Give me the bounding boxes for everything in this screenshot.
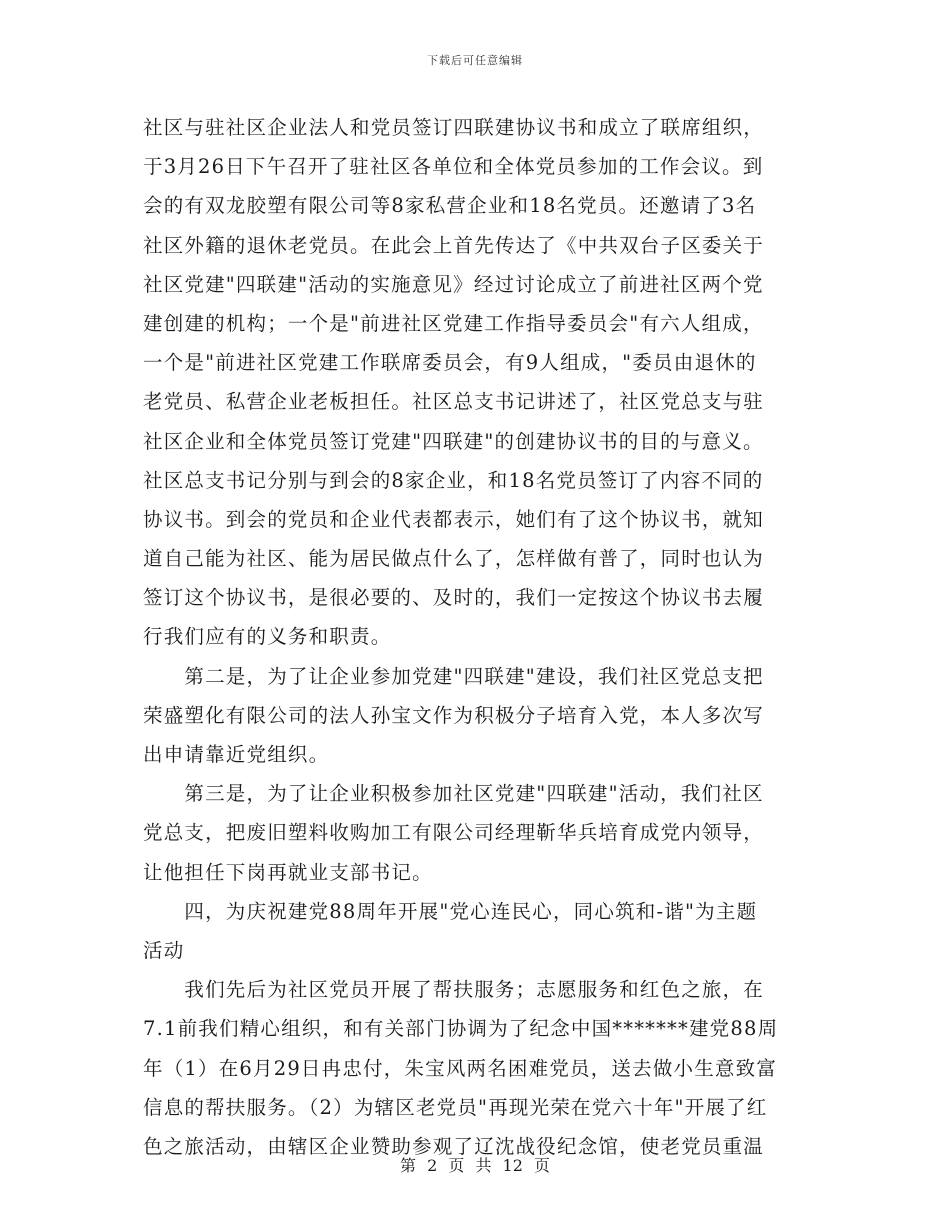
body-line: 活动	[143, 938, 185, 962]
body-line: 7.1前我们精心组织，和有关部门协调为了纪念中国*******建党88周	[143, 1017, 779, 1041]
body-line: 色之旅活动，由辖区企业赞助参观了辽沈战役纪念馆，使老党员重温	[143, 1134, 765, 1158]
body-line: 签订这个协议书，是很必要的、及时的，我们一定按这个协议书去履	[143, 586, 765, 610]
body-line: 老党员、私营企业老板担任。社区总支书记讲述了，社区党总支与驻	[143, 390, 765, 414]
body-line: 第二是，为了让企业参加党建"四联建"建设，我们社区党总支把	[143, 664, 764, 688]
body-line: 年（1）在6月29日冉忠付，朱宝风两名困难党员，送去做小生意致富	[143, 1056, 778, 1080]
body-line: 党总支，把废旧塑料收购加工有限公司经理靳华兵培育成党内领导，	[143, 821, 765, 845]
body-line: 四，为庆祝建党88周年开展"党心连民心，同心筑和-谐"为主题	[143, 899, 758, 923]
body-line: 出申请靠近党组织。	[143, 743, 330, 766]
body-line: 让他担任下岗再就业支部书记。	[143, 860, 433, 884]
body-line: 会的有双龙胶塑有限公司等8家私营企业和18名党员。还邀请了3名	[143, 194, 757, 218]
body-line: 社区党建"四联建"活动的实施意见》经过讨论成立了前进社区两个党	[143, 272, 764, 296]
body-line: 社区总支书记分别与到会的8家企业，和18名党员签订了内容不同的	[143, 468, 764, 492]
body-line: 我们先后为社区党员开展了帮扶服务；志愿服务和红色之旅，在	[143, 978, 765, 1002]
body-line: 协议书。到会的党员和企业代表都表示，她们有了这个协议书，就知	[143, 507, 765, 531]
body-line: 社区外籍的退休老党员。在此会上首先传达了《中共双台子区委关于	[143, 233, 765, 257]
body-line: 道自己能为社区、能为居民做点什么了，怎样做有普了，同时也认为	[143, 547, 765, 571]
body-line: 一个是"前进社区党建工作联席委员会，有9人组成，"委员由退休的	[143, 351, 757, 375]
body-line: 行我们应有的义务和职责。	[143, 625, 392, 649]
body-line: 第三是，为了让企业积极参加社区党建"四联建"活动，我们社区	[143, 782, 764, 806]
body-line: 社区与驻社区企业法人和党员签订四联建协议书和成立了联席组织，	[143, 116, 765, 139]
download-edit-note: 下载后可任意编辑	[427, 54, 523, 67]
body-line: 建创建的机构；一个是"前进社区党建工作指导委员会"有六人组成，	[143, 311, 764, 335]
body-line: 社区企业和全体党员签订党建"四联建"的创建协议书的目的与意义。	[143, 429, 764, 453]
document-body	[143, 108, 807, 1166]
page-number-footer: 第 2 页 共 12 页	[400, 1156, 550, 1175]
body-line: 于3月26日下午召开了驻社区各单位和全体党员参加的工作会议。到	[143, 155, 764, 179]
body-line: 荣盛塑化有限公司的法人孙宝文作为积极分子培育入党，本人多次写	[143, 703, 765, 727]
body-line: 信息的帮扶服务。（2）为辖区老党员"再现光荣在党六十年"开展了红	[143, 1095, 768, 1119]
